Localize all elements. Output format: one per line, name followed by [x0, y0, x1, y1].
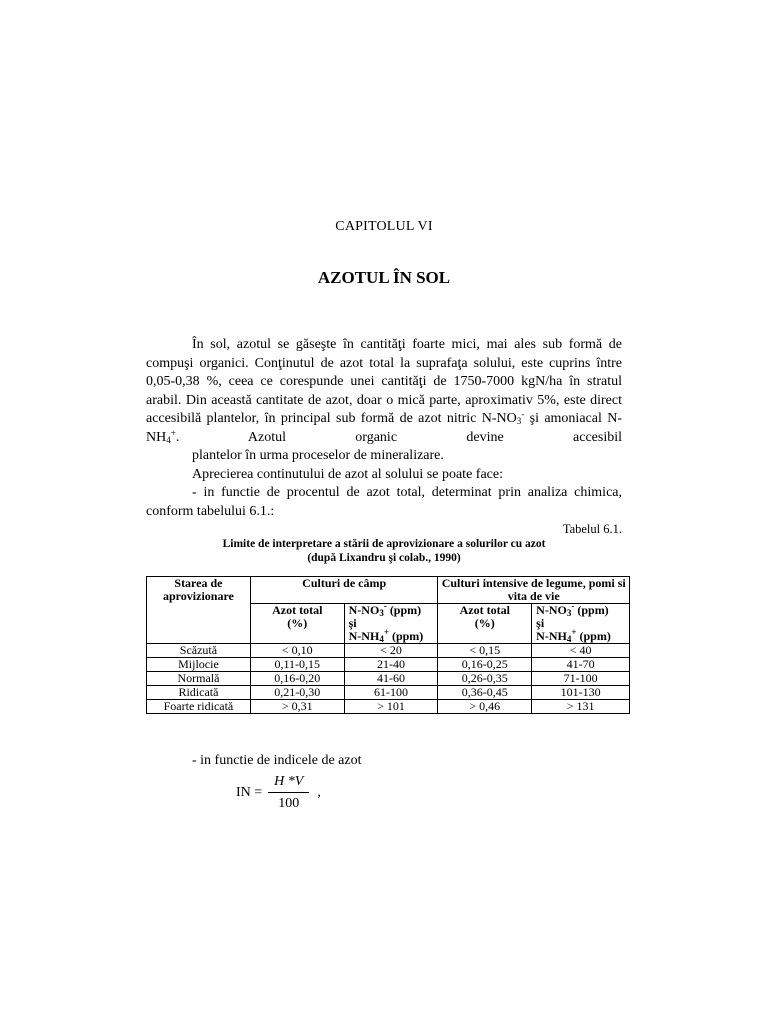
cell-value: > 0,31 [250, 700, 344, 714]
subheader-mineral-n-field: $N-NO_3^-$ (ppm) şi $N-NH_4^+$ (ppm) [344, 604, 438, 644]
chapter-heading: CAPITOLUL VI [335, 219, 433, 234]
cell-value: 61-100 [344, 686, 438, 700]
paragraph-total-nitrogen: - in functie de procentul de azot total, determinat prin analiza chimica, conform tabelului 6.1.: [146, 485, 622, 519]
header-intensive-crops: Culturi intensive de legume, pomi si vita de vie [438, 577, 630, 604]
cell-value: 71-100 [532, 672, 630, 686]
table-caption: Limite de interpretare a stării de aprovizionare a solurilor cu azot (după Lixandru şi colab., 1990) [222, 538, 546, 564]
cell-value: < 20 [344, 644, 438, 658]
cell-value: 0,21-0,30 [250, 686, 344, 700]
nitrogen-index-formula [236, 774, 321, 812]
formula-fraction [268, 774, 309, 812]
cell-value: 0,16-0,25 [438, 658, 532, 672]
formula-numerator: H *V [268, 774, 309, 793]
chapter-title: AZOTUL ÎN SOL [317, 268, 451, 287]
header-field-crops: Culturi de câmp [250, 577, 438, 604]
cell-state: Mijlocie [147, 658, 251, 672]
cell-state: Ridicată [147, 686, 251, 700]
subheader-total-n-intensive: Azot total (%) [438, 604, 532, 644]
cell-state: Scăzută [147, 644, 251, 658]
cell-value: < 0,10 [250, 644, 344, 658]
paragraph-nitrogen-index: - in functie de indicele de azot [192, 753, 362, 768]
cell-state: Normală [147, 672, 251, 686]
cell-value: 0,16-0,20 [250, 672, 344, 686]
subheader-mineral-n-intensive: $N-NO_3^-$ (ppm) şi $N-NH_4^+$ (ppm) [532, 604, 630, 644]
cell-value: < 0,15 [438, 644, 532, 658]
cell-value: 0,36-0,45 [438, 686, 532, 700]
table-number: Tabelul 6.1. [562, 522, 622, 536]
cell-value: 0,11-0,15 [250, 658, 344, 672]
formula-comma: , [317, 785, 321, 800]
nitrogen-supply-table [146, 576, 630, 714]
cell-value: > 101 [344, 700, 438, 714]
cell-value: 0,26-0,35 [438, 672, 532, 686]
formula-denominator: 100 [278, 796, 300, 811]
cell-value: 101-130 [532, 686, 630, 700]
cell-value: 41-60 [344, 672, 438, 686]
table-row [147, 700, 630, 714]
cell-value: > 131 [532, 700, 630, 714]
formula-lhs: IN = [236, 785, 263, 800]
paragraph-method: Aprecierea continutului de azot al solului se poate face: [192, 467, 503, 482]
cell-state: Foarte ridicată [147, 700, 251, 714]
cell-value: > 0,46 [438, 700, 532, 714]
table-row [147, 672, 630, 686]
table-row [147, 658, 630, 672]
subheader-total-n-field: Azot total (%) [250, 604, 344, 644]
cell-value: 21-40 [344, 658, 438, 672]
table-header-row [147, 577, 630, 604]
paragraph-intro: În sol, azotul se găseşte în cantităţi foarte mici, mai ales sub formă de compuşi organici. Conţinutul de azot total la suprafaţa solului, este cuprins între 0,05-0,38 %, ceea ce corespunde unei cantităţi de 1750-7000 kgN/ha în stratul arabil. Din această cantitate de azot, doar o mică parte, aproximativ 5%, este direct accesibilă plantelor, în principal sub formă de azot nitric $N-NO_3^-$ şi amoniacal $N-NH_4^+$. Azotul organic devine accesibil plantelor în urma proceselor de mineralizare. [146, 337, 622, 463]
table-row [147, 644, 630, 658]
header-state: Starea de aprovizionare [147, 577, 251, 644]
table-row [147, 686, 630, 700]
cell-value: < 40 [532, 644, 630, 658]
cell-value: 41-70 [532, 658, 630, 672]
